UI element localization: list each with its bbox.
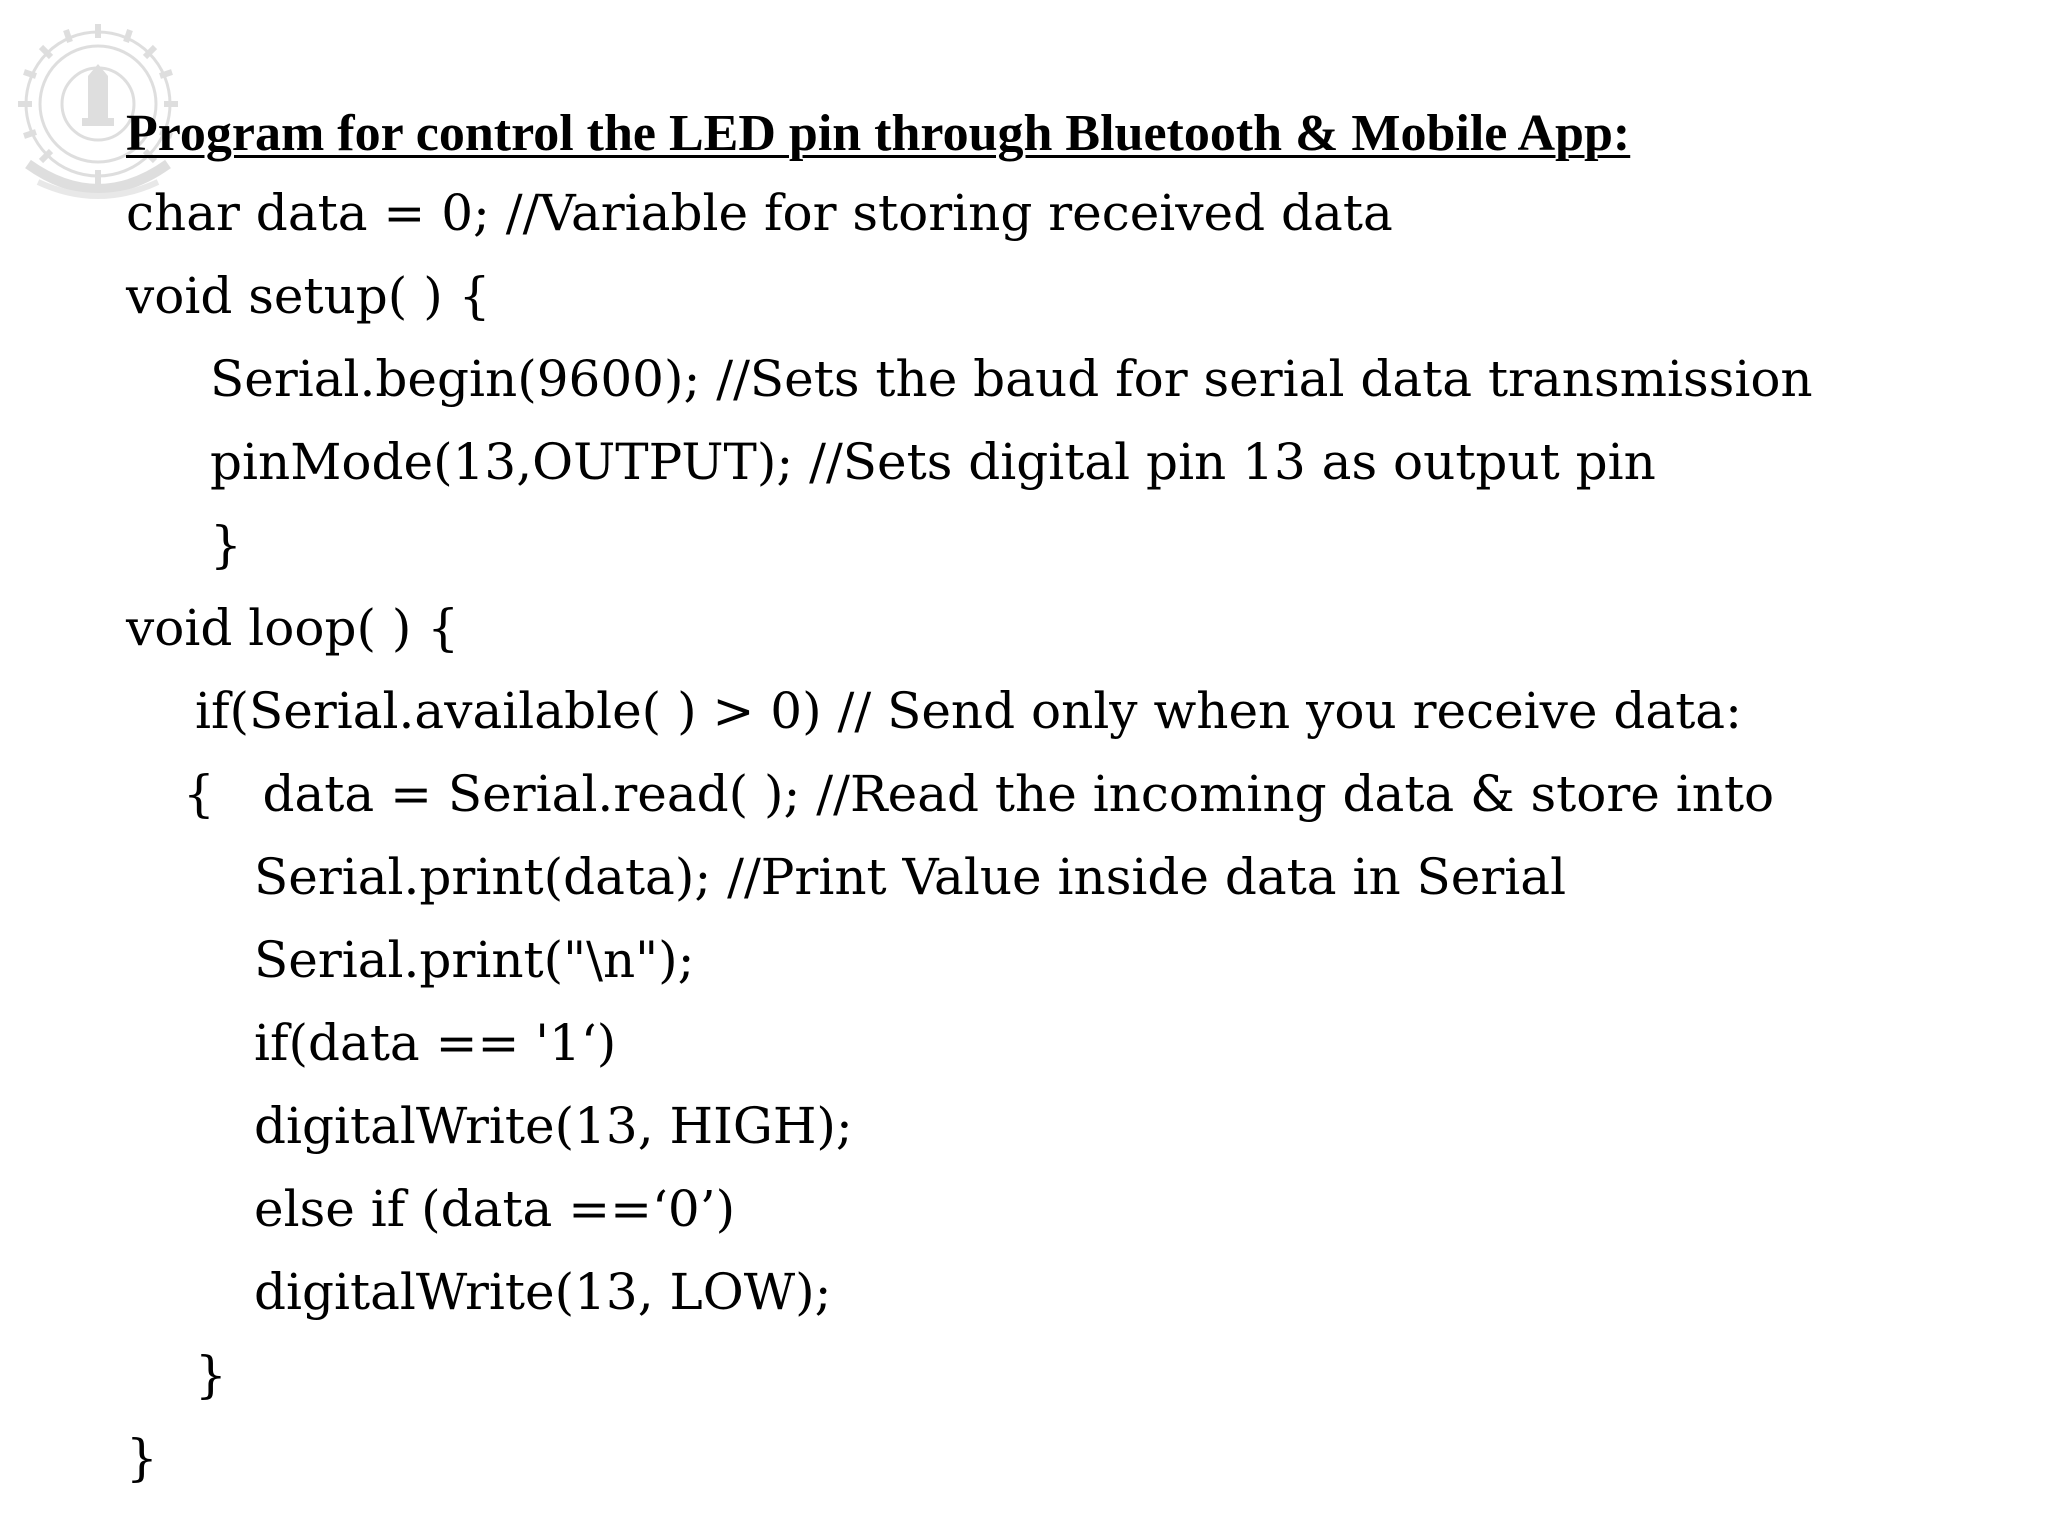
code-line: Serial.print("\n");	[254, 931, 695, 989]
code-line: void setup( ) {	[126, 267, 491, 325]
code-line: pinMode(13,OUTPUT); //Sets digital pin 13 as output pin	[210, 433, 1656, 491]
code-line: void loop( ) {	[126, 599, 460, 657]
code-line: }	[126, 1429, 158, 1487]
slide-title: Program for control the LED pin through Bluetooth & Mobile App:	[126, 105, 1631, 162]
code-line: digitalWrite(13, HIGH);	[254, 1097, 853, 1155]
code-line: Serial.print(data); //Print Value inside data in Serial	[254, 848, 1567, 906]
code-line: }	[210, 516, 242, 574]
code-line: if(Serial.available( ) > 0) // Send only when you receive data:	[195, 682, 1742, 740]
code-line: char data = 0; //Variable for storing received data	[126, 184, 1393, 242]
code-line: }	[195, 1346, 227, 1404]
code-line: if(data == '1‘)	[254, 1014, 617, 1072]
code-line: else if (data ==‘0’)	[254, 1180, 736, 1238]
code-line: { data = Serial.read( ); //Read the incoming data & store into	[183, 765, 1775, 823]
code-line: digitalWrite(13, LOW);	[254, 1263, 832, 1321]
code-line: Serial.begin(9600); //Sets the baud for serial data transmission	[210, 350, 1813, 408]
